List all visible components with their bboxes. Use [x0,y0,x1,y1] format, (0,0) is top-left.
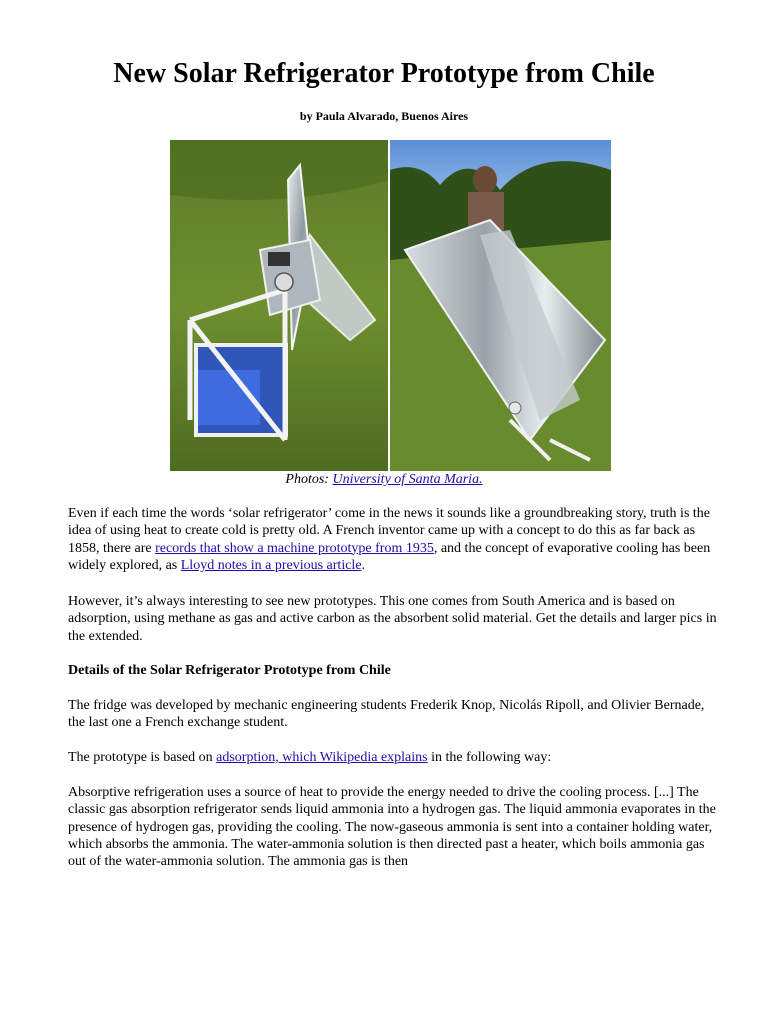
records-1935-link[interactable]: records that show a machine prototype from 1935 [155,540,434,556]
photo-caption [0,471,768,489]
caption-prefix: Photos: [285,472,333,487]
solar-fridge-photo-right [390,140,611,471]
paragraph-prototypes: However, it’s always interesting to see new prototypes. This one comes from South America and is based on adsorption, using methane as gas and active carbon as the absorbent solid material. Get the details and larger pics in the extended. [68,594,717,644]
p1-text-2: , and the concept of evaporative cooling has been widely explored, as [68,540,711,573]
paragraph-adsorption [68,749,718,766]
paragraph-developers: The fridge was developed by mechanic engineering students Frederik Knop, Nicolás Ripoll, and Olivier Bernade, the last one a French exchange student. [68,698,705,731]
p1-text-1: Even if each time the words ‘solar refrigerator’ come in the news it sounds like a groundbreaking story, truth is the idea of using heat to create cold is pretty old. A French inventor came up with a concept to do this as far back as 1858, there are [68,506,710,556]
caption-source-link[interactable]: University of Santa Maria. [332,472,483,487]
lloyd-article-link[interactable]: Lloyd notes in a previous article [180,557,362,573]
p1-text-3: . [361,557,366,573]
article-byline: by Paula Alvarado, Buenos Aires [299,109,469,123]
solar-fridge-photo-left [170,140,388,471]
p4-text-1: The prototype is based on [68,750,217,765]
paragraph-quote: Absorptive refrigeration uses a source of heat to provide the energy needed to drive the cooling process. [...] The classic gas absorption refrigerator sends liquid ammonia into a hydrogen gas. The liquid ammonia evaporates in the presence of hydrogen gas, providing the cooling. The now-gaseous ammonia is sent into a container holding water, which absorbs the ammonia. The water-ammonia solution is then directed past a heater, which boils ammonia gas out of the water-ammonia solution. The ammonia gas is then [68,785,716,870]
paragraph-intro [68,505,718,574]
wikipedia-adsorption-link[interactable]: adsorption, which Wikipedia explains [216,750,428,765]
article-title: New Solar Refrigerator Prototype from Chile [113,58,655,89]
p4-text-2: in the following way: [427,750,552,765]
section-heading: Details of the Solar Refrigerator Prototype from Chile [68,663,391,678]
photo-pair [170,140,611,471]
